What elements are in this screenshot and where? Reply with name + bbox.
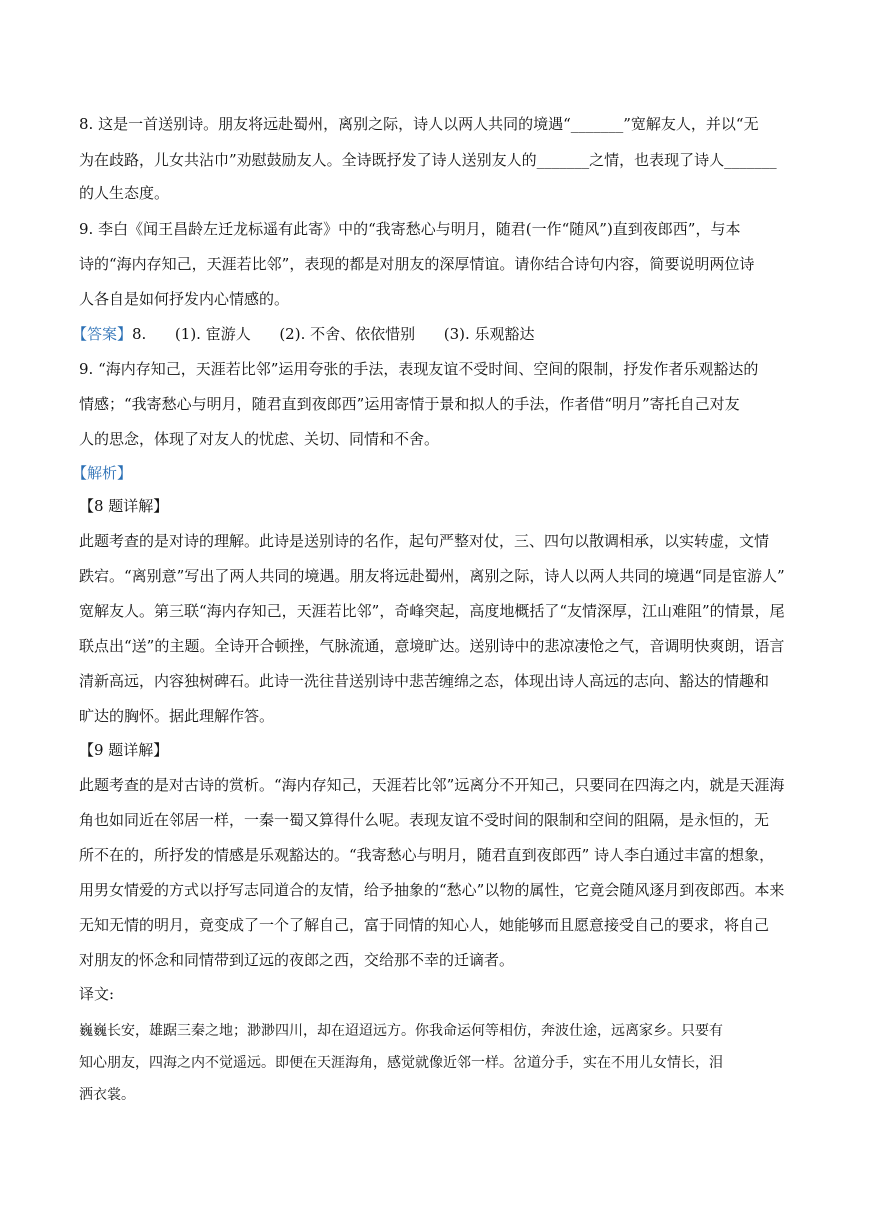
q8-detail-line-6: 旷达的胸怀。据此理解作答。 — [79, 707, 275, 725]
q9-detail-line-4: 用男女情爱的方式以抒写志同道合的友情，给予抽象的“愁心”以物的属性，它竟会随风逐月到夜郎西。本来 — [79, 881, 785, 899]
q8-line-1: 8. 这是一首送别诗。朋友将远赴蜀州，离别之际，诗人以两人共同的境遇“_______”宽解友人，并以“无 — [79, 115, 759, 133]
answer-line — [72, 324, 792, 344]
answer-q8: 8. (1). 宦游人 (2). 不舍、依依惜别 (3). 乐观豁达 — [132, 325, 535, 343]
q9-detail-line-2: 角也如同近在邻居一样，一秦一蜀又算得什么呢。表现友谊不受时间的限制和空间的阻隔，是永恒的，无 — [79, 811, 770, 829]
q8-detail-line-2: 跌宕。“离别意”写出了两人共同的境遇。朋友将远赴蜀州，离别之际，诗人以两人共同的境遇“同是宦游人” — [79, 567, 785, 585]
translation-line-3: 洒衣裳。 — [79, 1087, 135, 1103]
translation-line-1: 巍巍长安，雄踞三秦之地；渺渺四川，却在迢迢远方。你我命运何等相仿，奔波仕途，远离家乡。只要有 — [79, 1023, 723, 1039]
analysis-label: 【解析】 — [72, 464, 133, 482]
answer-q9-line-3: 人的思念，体现了对友人的忧虑、关切、同情和不舍。 — [79, 430, 440, 448]
answer-label: 【答案】 — [72, 325, 133, 343]
q9-detail-line-3: 所不在的，所抒发的情感是乐观豁达的。“我寄愁心与明月，随君直到夜郎西” 诗人李白通过丰富的想象， — [79, 846, 775, 864]
q8-line-2: 为在歧路，儿女共沾巾”劝慰鼓励友人。全诗既抒发了诗人送别友人的_______之情，也表现了诗人_______ — [79, 151, 777, 169]
q8-detail-line-5: 清新高远，内容独树碑石。此诗一洗往昔送别诗中悲苦缠绵之态，体现出诗人高远的志向、豁达的情趣和 — [79, 672, 770, 690]
q9-line-1: 9. 李白《闻王昌龄左迁龙标遥有此寄》中的“我寄愁心与明月，随君(一作“随风”)直到夜郎西”，与本 — [79, 220, 741, 238]
q9-line-2: 诗的“海内存知己，天涯若比邻”，表现的都是对朋友的深厚情谊。请你结合诗句内容，简要说明两位诗 — [79, 255, 755, 273]
q8-detail-line-1: 此题考查的是对诗的理解。此诗是送别诗的名作，起句严整对仗，三、四句以散调相承，以实转虚，文情 — [79, 532, 770, 550]
q8-detail-line-3: 宽解友人。第三联“海内存知己，天涯若比邻”，奇峰突起，高度地概括了“友情深厚，江山难阻”的情景，尾 — [79, 602, 785, 620]
q9-line-3: 人各自是如何抒发内心情感的。 — [79, 290, 290, 308]
translation-label: 译文: — [79, 985, 115, 1003]
q8-line-3: 的人生态度。 — [79, 184, 170, 202]
answer-q9-line-1: 9. “海内存知己，天涯若比邻”运用夸张的手法，表现友谊不受时间、空间的限制，抒发作者乐观豁达的 — [79, 360, 759, 378]
q9-detail-title: 【9 题详解】 — [79, 741, 169, 759]
q8-detail-title: 【8 题详解】 — [79, 497, 169, 515]
q9-detail-line-1: 此题考查的是对古诗的赏析。“海内存知己，天涯若比邻”远离分不开知己，只要同在四海之内，就是天涯海 — [79, 776, 785, 794]
q9-detail-line-6: 对朋友的怀念和同情带到辽远的夜郎之西，交给那不幸的迁谪者。 — [79, 951, 515, 969]
translation-line-2: 知心朋友，四海之内不觉遥远。即便在天涯海角，感觉就像近邻一样。岔道分手，实在不用儿女情长，泪 — [79, 1055, 723, 1071]
q9-detail-line-5: 无知无情的明月，竟变成了一个了解自己，富于同情的知心人，她能够而且愿意接受自己的要求，将自己 — [79, 916, 770, 934]
answer-q9-line-2: 情感；“我寄愁心与明月，随君直到夜郎西”运用寄情于景和拟人的手法，作者借“明月”寄托自己对友 — [79, 395, 740, 413]
q8-detail-line-4: 联点出“送”的主题。全诗开合顿挫，气脉流通，意境旷达。送别诗中的悲凉凄怆之气，音调明快爽朗，语言 — [79, 637, 785, 655]
